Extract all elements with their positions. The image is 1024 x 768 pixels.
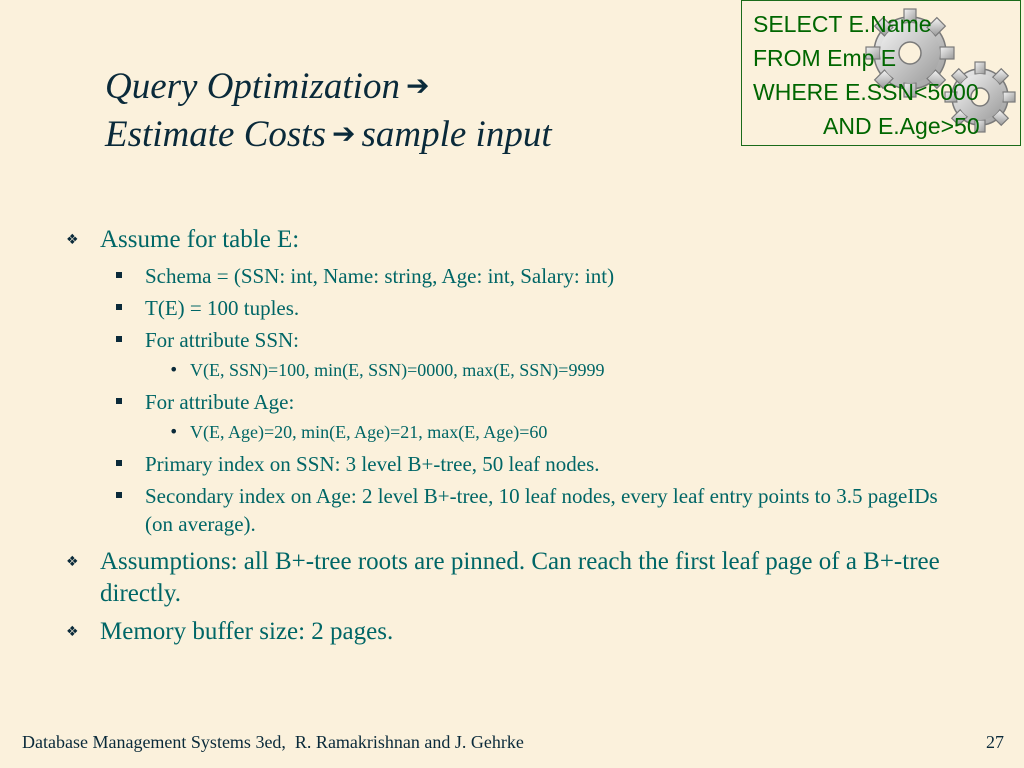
bullet-secondary-index: Secondary index on Age: 2 level B+-tree, 10 leaf nodes, every leaf entry points to 3.5 pageIDs (on average). bbox=[60, 482, 960, 538]
bullet-primary-index: Primary index on SSN: 3 level B+-tree, 50 leaf nodes. bbox=[60, 450, 960, 478]
diamond-bullet-icon: ❖ bbox=[66, 232, 79, 248]
sql-select-line: SELECT E.Name bbox=[753, 11, 932, 37]
bullet-ssn-stats: • V(E, SSN)=100, min(E, SSN)=0000, max(E, SSN)=9999 bbox=[169, 360, 605, 380]
bullet-for-age: For attribute Age: bbox=[60, 388, 960, 416]
bullet-age-stats: • V(E, Age)=20, min(E, Age)=21, max(E, Age)=60 bbox=[169, 422, 548, 442]
square-bullet-icon bbox=[116, 398, 122, 404]
square-bullet-icon bbox=[116, 272, 122, 278]
square-bullet-icon bbox=[116, 492, 122, 498]
diamond-bullet-icon: ❖ bbox=[66, 554, 79, 570]
dot-bullet-icon: • bbox=[169, 360, 179, 379]
bullet-assumptions: ❖ Assumptions: all B+-tree roots are pinned. Can reach the first leaf page of a B+-tree directly. bbox=[66, 548, 940, 607]
dot-bullet-icon: • bbox=[169, 422, 179, 441]
square-bullet-icon bbox=[116, 336, 122, 342]
bullet-assume: ❖ Assume for table E: bbox=[60, 224, 960, 256]
diamond-bullet-icon: ❖ bbox=[66, 624, 79, 640]
bullet-memory: ❖ Memory buffer size: 2 pages. bbox=[60, 616, 960, 648]
title-line-2: Estimate Costs ➔ sample input bbox=[105, 114, 552, 155]
arrow-icon: ➔ bbox=[332, 117, 356, 150]
bullet-tuples: T(E) = 100 tuples. bbox=[60, 294, 960, 322]
sql-from-line: FROM Emp E bbox=[753, 45, 897, 71]
square-bullet-icon bbox=[116, 304, 122, 310]
bullet-schema: Schema = (SSN: int, Name: string, Age: int, Salary: int) bbox=[60, 262, 960, 290]
title-line-1: Query Optimization ➔ bbox=[105, 66, 430, 107]
arrow-icon: ➔ bbox=[405, 69, 430, 102]
square-bullet-icon bbox=[116, 460, 122, 466]
sql-query-box bbox=[741, 0, 1021, 146]
sql-and-line: AND E.Age>50 bbox=[823, 113, 980, 139]
sql-where-line: WHERE E.SSN<5000 bbox=[753, 79, 979, 105]
slide-title bbox=[105, 62, 552, 158]
sql-query-text bbox=[753, 7, 980, 143]
footer-text: Database Management Systems 3ed, R. Ramakrishnan and J. Gehrke bbox=[22, 732, 524, 752]
page-number: 27 bbox=[986, 732, 1004, 752]
bullet-for-ssn: For attribute SSN: bbox=[60, 326, 960, 354]
slide-content bbox=[60, 224, 960, 654]
